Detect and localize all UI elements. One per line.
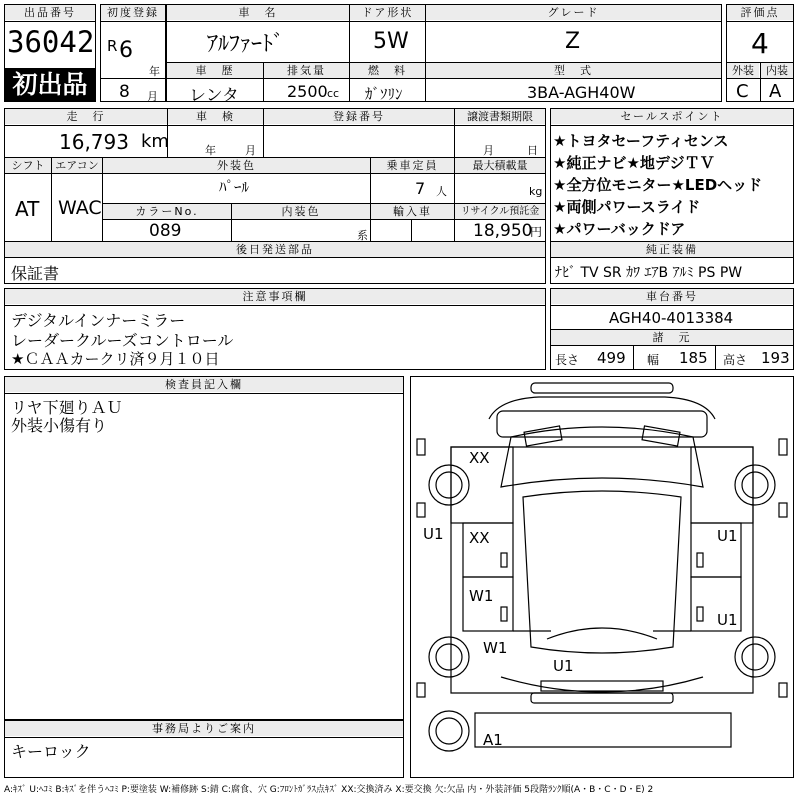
aircon-label: エアコン	[52, 158, 102, 173]
sales-point-4: ★両側パワースライド	[553, 198, 701, 216]
first-registration-label: 初度登録	[101, 5, 165, 20]
color-no: 089	[149, 221, 182, 241]
era-mark: R	[107, 37, 118, 55]
registration-month: 8	[119, 82, 130, 102]
sales-point-5: ★パワーバックドア	[553, 220, 686, 238]
registration-label: 登録番号	[264, 109, 454, 124]
chassis-label: 車台番号	[551, 289, 793, 304]
capacity-unit: 人	[436, 185, 447, 198]
office-label: 事務局よりご案内	[5, 721, 403, 736]
inspection-month-unit: 月	[245, 144, 256, 157]
interior-color-unit: 系	[357, 229, 368, 242]
car-diagram	[411, 377, 793, 777]
sales-point-1: ★トヨタセーフティセンス	[553, 132, 729, 150]
recycle-unit: 円	[530, 225, 543, 239]
transfer-deadline-label: 譲渡書類期限	[455, 109, 545, 124]
recycle-label: リサイクル預託金	[455, 204, 545, 219]
dims-label: 諸 元	[551, 330, 793, 345]
month-unit: 月	[147, 90, 158, 103]
mark-u1-center: U1	[553, 657, 574, 675]
office-box	[4, 720, 404, 778]
notes-box	[4, 288, 546, 370]
history-label: 車 歴	[167, 63, 263, 78]
sales-point-2: ★純正ナビ★地デジＴＶ	[553, 154, 715, 172]
length-label: 長さ	[555, 353, 580, 367]
model-label: 型 式	[426, 63, 721, 78]
mark-xx-lower: XX	[469, 529, 490, 547]
lot-number-label: 出品番号	[5, 5, 95, 20]
mark-u1-left: U1	[423, 525, 444, 543]
mark-a1-rear: A1	[483, 731, 503, 749]
grade-label: グレード	[426, 5, 721, 20]
color-no-label: カラーNo.	[103, 204, 231, 219]
shift: AT	[15, 197, 40, 221]
car-name-label: 車 名	[167, 5, 349, 20]
transfer-month-unit: 月	[483, 144, 494, 157]
year-unit: 年	[149, 65, 160, 78]
specs-box	[4, 108, 546, 284]
interior-grade: A	[769, 81, 782, 102]
mileage: 16,793	[59, 130, 129, 154]
later-parts-label: 後日発送部品	[5, 242, 545, 257]
inspector-line-1: リヤ下廻りＡＵ	[11, 398, 123, 417]
fuel: ｶﾞｿﾘﾝ	[365, 85, 403, 103]
history: レンタ	[189, 86, 239, 106]
car-info-box	[166, 4, 722, 106]
mark-u1-right: U1	[717, 527, 738, 545]
exterior-grade: C	[736, 81, 749, 102]
height-label: 高さ	[723, 353, 748, 367]
max-load-unit: kg	[529, 185, 543, 198]
exterior-color-label: 外装色	[103, 158, 370, 173]
lot-number-box	[4, 4, 96, 102]
equipment: ﾅﾋﾞ TV SR ｶﾜ ｴｱB ｱﾙﾐ PS PW	[555, 265, 743, 281]
notes-line-1: デジタルインナーミラー	[11, 311, 186, 330]
fuel-label: 燃 料	[350, 63, 425, 78]
inspector-box	[4, 376, 404, 720]
door-type-label: ドア形状	[350, 5, 425, 20]
car-name: ｱﾙﾌｧｰﾄﾞ	[207, 32, 285, 57]
later-parts: 保証書	[11, 264, 60, 283]
notes-label: 注意事項欄	[5, 289, 545, 304]
height: 193	[761, 349, 790, 367]
door-type: 5W	[373, 29, 409, 54]
rating: 4	[751, 27, 769, 60]
legend: A:ｷｽﾞ U:ﾍｺﾐ B:ｷｽﾞを伴うﾍｺﾐ P:要塗装 W:補修跡 S:錆 C:腐食、穴 G:ﾌﾛﾝﾄｶﾞﾗｽ点ｷｽﾞ XX:交換済み X:要交換 欠:欠品 内・外装評価 5段階ﾗﾝｸ順(A・B・C・D・E) 2	[4, 785, 654, 795]
inspector-line-2: 外装小傷有り	[11, 416, 108, 435]
capacity: 7	[415, 179, 426, 198]
sales-points-label: セールスポイント	[551, 109, 793, 124]
notes-line-2: レーダークルーズコントロール	[11, 331, 234, 350]
rating-label: 評価点	[727, 5, 793, 20]
inspection-label: 車 検	[168, 109, 263, 124]
mark-w1-left-lower: W1	[483, 639, 508, 657]
shift-label: シフト	[5, 158, 51, 173]
inspector-label: 検査員記入欄	[5, 377, 403, 392]
grade: Z	[565, 29, 581, 54]
interior-grade-label: 内装	[761, 63, 793, 78]
office-text: キーロック	[11, 742, 91, 761]
exterior-grade-label: 外装	[727, 63, 759, 78]
width-label: 幅	[647, 353, 660, 367]
car-diagram-box	[410, 376, 794, 778]
first-registration-box	[100, 4, 166, 102]
import-label: 輸入車	[371, 204, 454, 219]
length: 499	[597, 349, 626, 367]
mileage-unit: km	[141, 131, 169, 152]
inspection-year-unit: 年	[205, 144, 216, 157]
rating-box	[726, 4, 794, 102]
aircon: WAC	[58, 197, 102, 219]
displacement: 2500	[287, 82, 328, 101]
mark-w1-left: W1	[469, 587, 494, 605]
sales-points-box	[550, 108, 794, 284]
lot-number: 36042	[7, 25, 95, 59]
interior-color-label: 内装色	[232, 204, 370, 219]
width: 185	[679, 349, 708, 367]
chassis-number: AGH40-4013384	[609, 309, 734, 327]
first-listing-text: 初出品	[12, 70, 88, 99]
notes-line-3: ★ＣＡＡカークリ済９月１０日	[11, 350, 220, 368]
max-load-label: 最大積載量	[455, 158, 545, 173]
transfer-day-unit: 日	[527, 144, 538, 157]
exterior-color: ﾊﾟｰﾙ	[219, 178, 250, 196]
mark-xx-upper: XX	[469, 449, 490, 467]
model: 3BA-AGH40W	[527, 83, 636, 102]
recycle-amount: 18,950	[473, 221, 533, 241]
first-listing-badge	[5, 68, 95, 101]
equipment-label: 純正装備	[551, 242, 793, 257]
displacement-label: 排気量	[264, 63, 349, 78]
mark-u1-right-lower: U1	[717, 611, 738, 629]
mileage-label: 走 行	[5, 109, 167, 124]
capacity-label: 乗車定員	[371, 158, 454, 173]
displacement-unit: cc	[327, 87, 340, 100]
sales-point-3: ★全方位モニター★LEDヘッド	[553, 176, 763, 194]
chassis-box	[550, 288, 794, 370]
registration-year: 6	[119, 38, 133, 63]
